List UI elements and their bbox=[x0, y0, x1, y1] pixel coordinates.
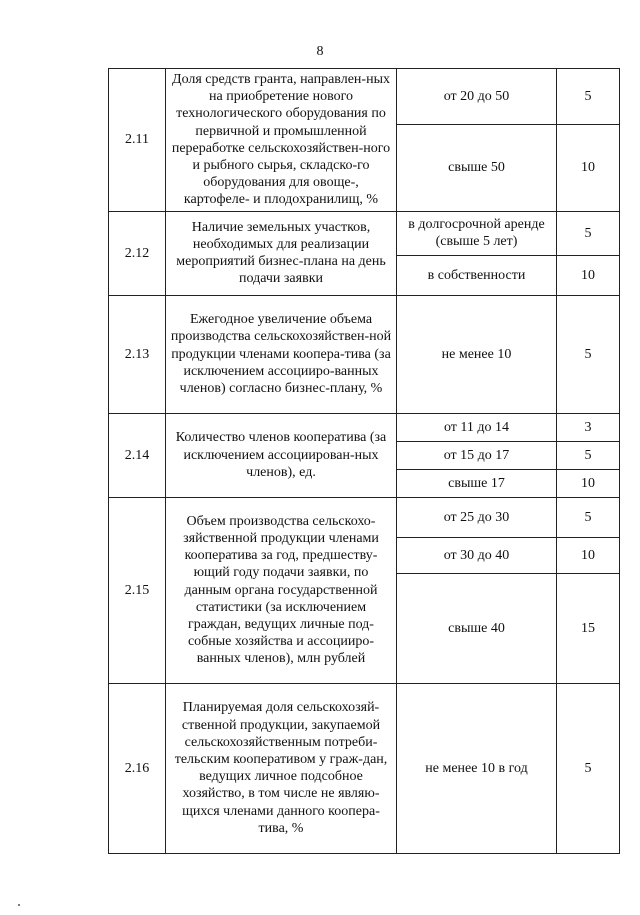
scan-speck bbox=[18, 904, 20, 906]
criterion-description: Объем производства сельскохо-зяйственной продукции членами кооператива за год, предшеству-ющий году подачи заявки, по данным органа государственной статистики (за исключением граждан, ведущих личные под-собные хозяйства и ассоцииро-ванных членов), млн рублей bbox=[166, 497, 397, 683]
table-row bbox=[109, 413, 620, 441]
criterion-points: 5 bbox=[557, 441, 620, 469]
criterion-points: 5 bbox=[557, 683, 620, 853]
criterion-description: Ежегодное увеличение объема производства сельскохозяйствен-ной продукции членами коопера-тива (за исключением ассоцииро-ванных членов) согласно бизнес-плану, % bbox=[166, 295, 397, 413]
criterion-value: от 25 до 30 bbox=[397, 497, 557, 537]
criterion-value: свыше 17 bbox=[397, 469, 557, 497]
table-row bbox=[109, 211, 620, 255]
criterion-description: Количество членов кооператива (за исключением ассоциирован-ных членов), ед. bbox=[166, 413, 397, 497]
table-row bbox=[109, 69, 620, 125]
criterion-description: Наличие земельных участков, необходимых для реализации мероприятий бизнес-плана на день подачи заявки bbox=[166, 211, 397, 295]
criterion-number: 2.12 bbox=[109, 211, 166, 295]
criterion-points: 10 bbox=[557, 124, 620, 211]
criterion-points: 5 bbox=[557, 497, 620, 537]
criterion-value: от 20 до 50 bbox=[397, 69, 557, 125]
criterion-points: 10 bbox=[557, 469, 620, 497]
criterion-value: свыше 50 bbox=[397, 124, 557, 211]
criterion-value: от 15 до 17 bbox=[397, 441, 557, 469]
criterion-points: 3 bbox=[557, 413, 620, 441]
criterion-number: 2.16 bbox=[109, 683, 166, 853]
criterion-points: 5 bbox=[557, 69, 620, 125]
criterion-number: 2.13 bbox=[109, 295, 166, 413]
criterion-points: 5 bbox=[557, 211, 620, 255]
criterion-points: 10 bbox=[557, 255, 620, 295]
criterion-value: не менее 10 в год bbox=[397, 683, 557, 853]
criterion-value: в долгосрочной аренде (свыше 5 лет) bbox=[397, 211, 557, 255]
page-number: 8 bbox=[316, 44, 324, 59]
criterion-value: не менее 10 bbox=[397, 295, 557, 413]
table-row bbox=[109, 683, 620, 853]
criterion-value: в собственности bbox=[397, 255, 557, 295]
table-row bbox=[109, 295, 620, 413]
criterion-description: Планируемая доля сельскохозяй-ственной продукции, закупаемой сельскохозяйственным потреби-тельским кооперативом у граж-дан, ведущих личное подсобное хозяйство, в том числе не являю-щихся членами данного коопера-тива, % bbox=[166, 683, 397, 853]
criterion-number: 2.11 bbox=[109, 69, 166, 212]
criterion-points: 15 bbox=[557, 573, 620, 683]
criterion-value: от 30 до 40 bbox=[397, 537, 557, 573]
criterion-number: 2.14 bbox=[109, 413, 166, 497]
table-row bbox=[109, 497, 620, 537]
criterion-description: Доля средств гранта, направлен-ных на приобретение нового технологического оборудования по первичной и промышленной переработке сельскохозяйствен-ного и рыбного сырья, складско-го оборудования для овоще-, картофеле- и плодохранилищ, % bbox=[166, 69, 397, 212]
criterion-value: от 11 до 14 bbox=[397, 413, 557, 441]
criterion-points: 5 bbox=[557, 295, 620, 413]
criterion-value: свыше 40 bbox=[397, 573, 557, 683]
criteria-table bbox=[108, 68, 620, 854]
criterion-number: 2.15 bbox=[109, 497, 166, 683]
criterion-points: 10 bbox=[557, 537, 620, 573]
